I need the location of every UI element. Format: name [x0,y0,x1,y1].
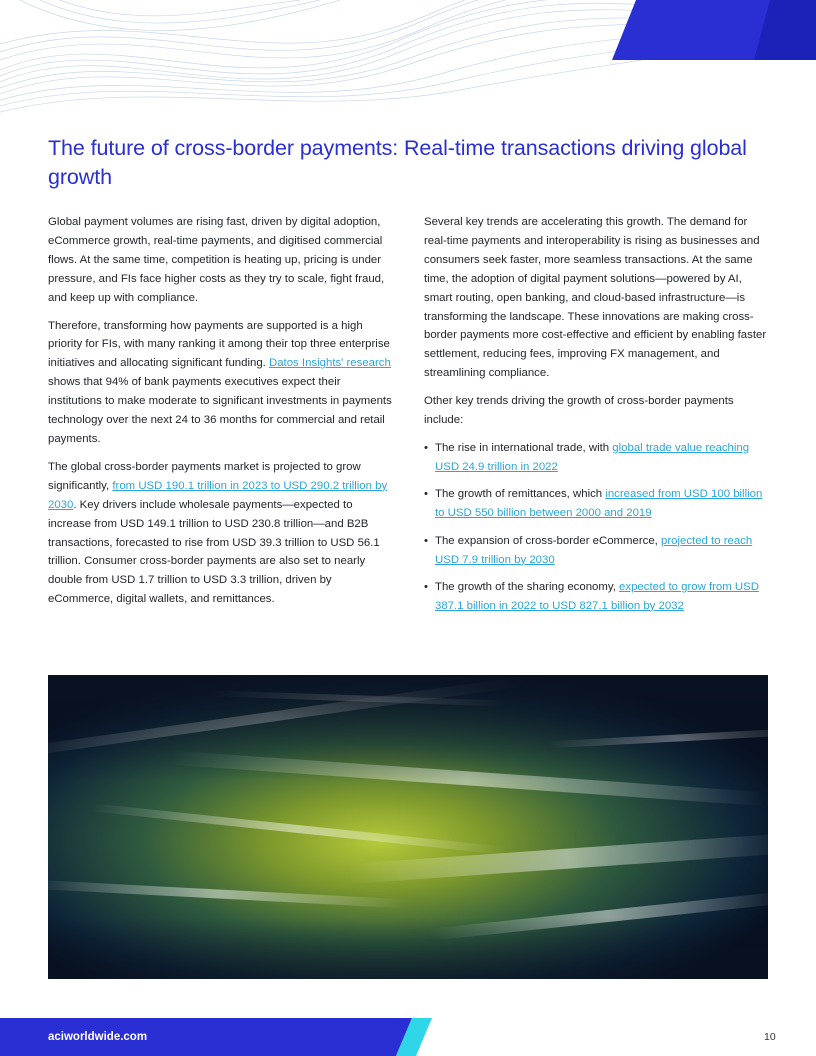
list-item [424,532,770,570]
bullet: • [424,534,428,547]
trade-value-link[interactable]: global trade value reaching USD 24.9 trillion in 2022 [435,441,750,473]
paragraph [48,458,394,609]
decorative-wave-header [0,0,816,120]
earth-motion-photo [48,675,768,979]
text-span: . Key drivers include wholesale payments—expected to increase from USD 149.1 trillion to USD 230.8 trillion—and B2B transactions, forecasted to rise from USD 39.3 trillion to USD 56.1 trillion. Consumer cross-border payments are also set to nearly double from USD 1.7 trillion to USD 3.3 trillion, driven by eCommerce, digital wallets, and remittances. [48,498,380,606]
text-span: The growth of the sharing economy, [435,580,620,593]
earth-image [48,675,768,979]
text-span: The rise in international trade, with [435,441,613,454]
right-column [424,213,770,624]
text-span: shows that 94% of bank payments executives expect their institutions to make moderate to significant investments in payments technology over the next 24 to 36 months for commercial and retail payments. [48,376,392,445]
market-growth-link[interactable]: from USD 190.1 trillion in 2023 to USD 290.2 trillion by 2030 [48,479,388,511]
list-item [424,485,770,523]
ecommerce-link[interactable]: projected to reach USD 7.9 trillion by 2030 [435,534,753,566]
left-column [48,213,394,618]
text-span: The expansion of cross-border eCommerce, [435,534,662,547]
trend-list [424,439,770,616]
footer-website[interactable]: aciworldwide.com [48,1031,148,1043]
bullet: • [424,441,428,454]
paragraph [48,317,394,449]
paragraph: Global payment volumes are rising fast, driven by digital adoption, eCommerce growth, real-time payments, and digitised commercial flows. At the same time, competition is heating up, pricing is under pressure, and FIs face higher costs as they try to scale, fight fraud, and keep up with compliance. [48,216,385,304]
page-number: 10 [764,1031,776,1043]
list-item [424,578,770,616]
datos-research-link[interactable]: Datos Insights' research [269,357,391,370]
list-item [424,439,770,477]
page-title: The future of cross-border payments: Real-time transactions driving global growth [48,136,747,189]
remittances-link[interactable]: increased from USD 100 billion to USD 550 billion between 2000 and 2019 [435,488,763,520]
sharing-economy-link[interactable]: expected to grow from USD 387.1 billion in 2022 to USD 827.1 billion by 2032 [435,580,759,612]
text-span: The growth of remittances, which [435,488,606,501]
paragraph: Several key trends are accelerating this growth. The demand for real-time payments and interoperability is rising as businesses and consumers seek faster, more seamless transactions. At the same time, the adoption of digital payment solutions—powered by AI, smart routing, open banking, and cloud-based infrastructure—is transforming the landscape. These innovations are making cross-border payments more cost-effective and efficient by enabling faster settlement, reducing fees, improving FX management, and streamlining compliance. [424,216,767,380]
text-span: Therefore, transforming how payments are supported is a high priority for FIs, with many ranking it among their top three enterprise initiatives and allocating significant funding. [48,319,390,370]
paragraph: Other key trends driving the growth of cross-border payments include: [424,395,734,427]
bullet: • [424,580,428,593]
bullet: • [424,488,428,501]
text-span: The global cross-border payments market is projected to grow significantly, [48,460,361,492]
